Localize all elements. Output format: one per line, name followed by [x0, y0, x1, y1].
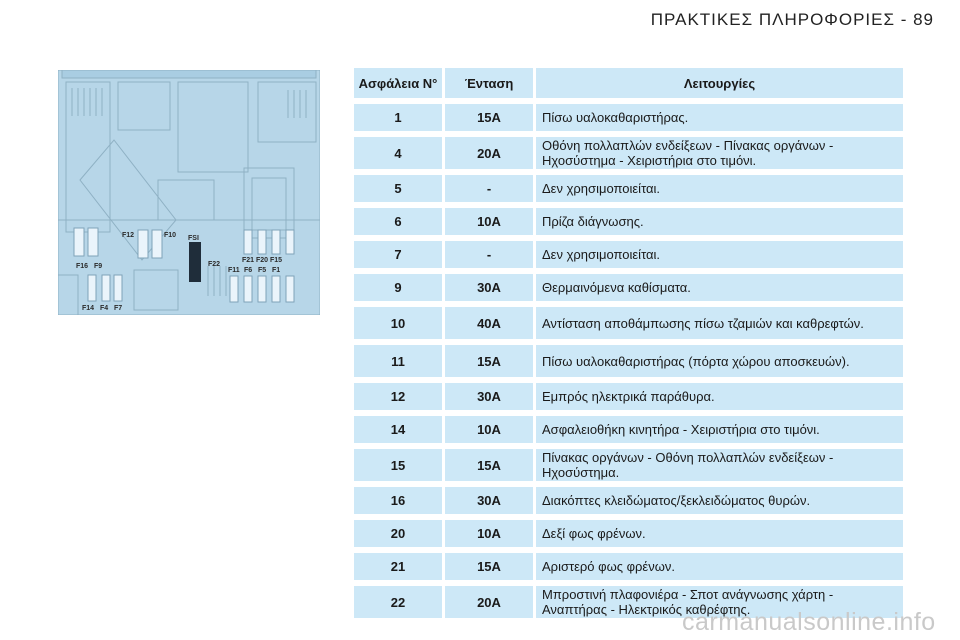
fuse-number: 11: [354, 345, 442, 377]
label-f9: F9: [94, 263, 103, 270]
amperage: 15A: [445, 104, 533, 131]
function-description: Αριστερό φως φρένων.: [536, 553, 903, 580]
amperage: 10A: [445, 520, 533, 547]
table-row: [354, 487, 903, 514]
function-description: Πρίζα διάγνωσης.: [536, 208, 903, 235]
label-f4: F4: [100, 305, 109, 312]
amperage: 30A: [445, 383, 533, 410]
label-f6: F6: [244, 267, 253, 274]
fuse-number: 7: [354, 241, 442, 268]
fuse-box-diagram: [58, 70, 320, 315]
function-description: Αντίσταση αποθάμπωσης πίσω τζαμιών και καθρεφτών.: [536, 307, 903, 339]
function-description: Πίσω υαλοκαθαριστήρας (πόρτα χώρου αποσκευών).: [536, 345, 903, 377]
fsi-relay: [189, 242, 201, 282]
amperage: 20A: [445, 586, 533, 618]
function-description: Πίσω υαλοκαθαριστήρας.: [536, 104, 903, 131]
function-description: Ασφαλειοθήκη κινητήρα - Χειριστήρια στο τιμόνι.: [536, 416, 903, 443]
fuse-number: 21: [354, 553, 442, 580]
table-row: [354, 416, 903, 443]
label-f1: F1: [272, 267, 281, 274]
label-f10: F10: [164, 232, 177, 239]
header-fuse: Ασφάλεια Ν°: [354, 68, 442, 98]
table-row: [354, 553, 903, 580]
label-fsi: FSI: [188, 235, 199, 242]
amperage: 15A: [445, 345, 533, 377]
amperage: -: [445, 175, 533, 202]
table-row: [354, 274, 903, 301]
header-function: Λειτουργίες: [536, 68, 903, 98]
amperage: 10A: [445, 416, 533, 443]
label-f16: F16: [76, 263, 89, 270]
amperage: 30A: [445, 487, 533, 514]
label-f15: F15: [270, 257, 283, 264]
fuse-number: 1: [354, 104, 442, 131]
amperage: 30A: [445, 274, 533, 301]
label-f11: F11: [228, 267, 240, 274]
label-f12: F12: [122, 232, 135, 239]
label-f7: F7: [114, 305, 123, 312]
fuse-number: 22: [354, 586, 442, 618]
amperage: 15A: [445, 449, 533, 481]
function-description: Μπροστινή πλαφονιέρα - Σποτ ανάγνωσης χάρτη - Αναπτήρας - Ηλεκτρικός καθρέφτης.: [536, 586, 903, 618]
function-description: Θερμαινόμενα καθίσματα.: [536, 274, 903, 301]
fuse-number: 16: [354, 487, 442, 514]
table-row: [354, 175, 903, 202]
fuse-number: 10: [354, 307, 442, 339]
fuse-number: 9: [354, 274, 442, 301]
table-header-row: [354, 68, 903, 98]
amperage: 40A: [445, 307, 533, 339]
header-amperage: Ένταση: [445, 68, 533, 98]
amperage: -: [445, 241, 533, 268]
fuse-number: 12: [354, 383, 442, 410]
function-description: Εμπρός ηλεκτρικά παράθυρα.: [536, 383, 903, 410]
watermark: carmanualsonline.info: [682, 608, 936, 636]
table-row: [354, 520, 903, 547]
fuse-number: 14: [354, 416, 442, 443]
amperage: 15A: [445, 553, 533, 580]
table-row: [354, 383, 903, 410]
label-f21: F21: [242, 257, 255, 264]
table-row: [354, 345, 903, 377]
fuse-table: [354, 68, 903, 624]
function-description: Διακόπτες κλειδώματος/ξεκλειδώματος θυρών.: [536, 487, 903, 514]
label-f5: F5: [258, 267, 267, 274]
fuse-number: 6: [354, 208, 442, 235]
fuse-number: 5: [354, 175, 442, 202]
table-row: [354, 307, 903, 339]
table-row: [354, 449, 903, 481]
function-description: Οθόνη πολλαπλών ενδείξεων - Πίνακας οργάνων - Ηχοσύστημα - Χειριστήρια στο τιμόνι.: [536, 137, 903, 169]
amperage: 10A: [445, 208, 533, 235]
fuse-number: 15: [354, 449, 442, 481]
label-f20: F20: [256, 257, 269, 264]
function-description: Δεν χρησιμοποιείται.: [536, 241, 903, 268]
table-row: [354, 137, 903, 169]
function-description: Πίνακας οργάνων - Οθόνη πολλαπλών ενδείξεων - Ηχοσύστημα.: [536, 449, 903, 481]
function-description: Δεν χρησιμοποιείται.: [536, 175, 903, 202]
fuse-number: 20: [354, 520, 442, 547]
fuse-number: 4: [354, 137, 442, 169]
table-row: [354, 104, 903, 131]
function-description: Δεξί φως φρένων.: [536, 520, 903, 547]
table-body: [354, 104, 903, 618]
table-row: [354, 208, 903, 235]
table-row: [354, 241, 903, 268]
amperage: 20A: [445, 137, 533, 169]
page-header: ΠΡΑΚΤΙΚΕΣ ΠΛΗΡΟΦΟΡΙΕΣ - 89: [650, 10, 934, 29]
label-f22: F22: [208, 261, 221, 268]
label-f14: F14: [82, 305, 95, 312]
